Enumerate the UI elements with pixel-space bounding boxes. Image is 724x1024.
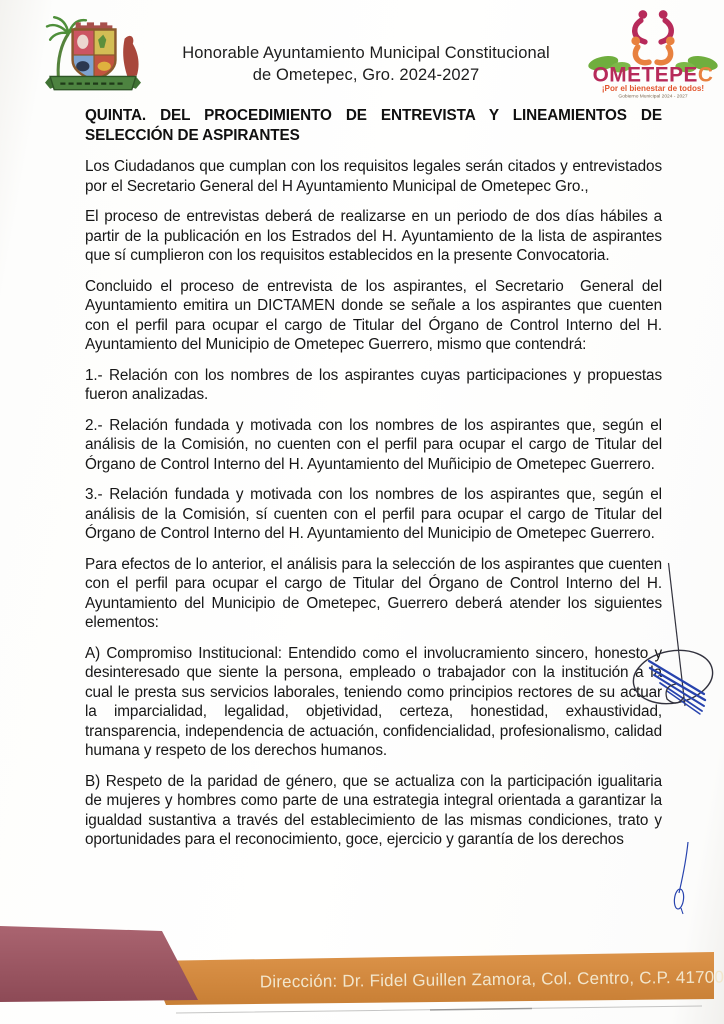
brand-subtitle: Gobierno Municipal 2024 - 2027	[618, 94, 688, 99]
figure-silhouette	[123, 36, 138, 78]
document-body	[85, 106, 667, 861]
doc-paragraph: Para efectos de lo anterior, el análisis para la selección de los aspirantes que cuenten con el perfil para ocupar el cargo de Titular del Órgano de Control Interno del H. Ayuntamiento del Municipio de Ometepec, Guerrero deberá atender los siguientes elementos:	[85, 555, 667, 631]
doc-paragraph: Los Ciudadanos que cumplan con los requisitos legales serán citados y entrevistados por el Secretario General del H Ayuntamiento Municipal de Ometepec Gro.,	[85, 158, 667, 195]
brand-wordmark: OMETEPEC	[592, 63, 714, 87]
section-heading	[85, 106, 662, 145]
doc-paragraph: El proceso de entrevistas deberá de realizarse en un periodo de dos días hábiles a partir de la publicación en los Estrados del H. Ayuntamiento de la lista de aspirantes que sí cumplieron con los requisitos establecidos en la presente Convocatoria.	[85, 208, 667, 264]
people-knot-icon	[631, 10, 674, 63]
small-pen-flourish	[673, 842, 688, 914]
doc-paragraph-a: A) Compromiso Institucional: Entendido como el involucramiento sincero, honesto y desinteresado que siente la persona, empleado o trabajador con la institución a la cual le presta sus servicios laborales, teniendo como principios rectores de su actuar la imparcialidad, legalidad, objetividad, certeza, honestidad, exhaustividad, transparencia, independencia de actuación, confidencialidad, profesionalismo, calidad humana y respeto de los derechos humanos.	[85, 644, 667, 759]
footer-maroon-ribbon	[0, 926, 198, 1002]
page-title-line2: de Ometepec, Gro. 2024-2027	[252, 66, 480, 84]
doc-list-item-1: 1.- Relación con los nombres de los aspirantes cuyas participaciones y propuestas fueron analizadas.	[85, 366, 667, 403]
section-heading-line1: QUINTA. DEL PROCEDIMIENTO DE ENTREVISTA Y LINEAMIENTOS DE	[85, 107, 662, 124]
palm-trunk	[58, 34, 68, 77]
doc-list-item-2: 2.- Relación fundada y motivada con los nombres de los aspirantes que, según el análisis de la Comisión, no cuenten con el perfil para ocupar el cargo de Titular del Órgano de Control Interno del H. Ayuntamiento del Muñicipio de Ometepec Guerrero.	[85, 416, 667, 473]
doc-list-item-3: 3.- Relación fundada y motivada con los nombres de los aspirantes que, según el análisis de la Comisión, sí cuenten con el perfil para ocupar el cargo de Titular del Órgano de Control Interno del H. Ayuntamiento del Municipio de Ometepec Guerrero.	[85, 486, 667, 542]
page-title	[158, 42, 574, 86]
brand-slogan: ¡Por el bienestar de todos!	[601, 84, 705, 94]
ometepec-logo	[586, 5, 720, 99]
footer-address: Dirección: Dr. Fidel Guillen Zamora, Col. Centro, C.P. 41700	[259, 967, 724, 992]
doc-paragraph-b: B) Respeto de la paridad de género, que se actualiza con la participación igualitaria de mujeres y hombres como parte de una estrategia integral orientada a garantizar la igualdad sustantiva a través del establecimiento de las mismas condiciones, trato y oportunidades para el reconocimiento, goce, ejercicio y garantía de los derechos	[85, 772, 667, 848]
coat-of-arms-logo	[44, 13, 142, 97]
section-heading-line2: SELECCIÓN DE ASPIRANTES	[85, 126, 300, 144]
scan-artifact-line	[430, 1009, 532, 1011]
doc-paragraph: Concluido el proceso de entrevista de los aspirantes, el Secretario General del Ayuntamiento emitira un DICTAMEN donde se señale a los aspirantes que cuenten con el perfil para ocupar el cargo de Titular del Órgano de Control Interno del H. Ayuntamiento del Municipio de Ometepec Guerrero, mismo que contendrá:	[85, 277, 667, 353]
footer-banner	[0, 924, 724, 1024]
page-title-line1: Honorable Ayuntamiento Municipal Constitucional	[182, 44, 550, 62]
